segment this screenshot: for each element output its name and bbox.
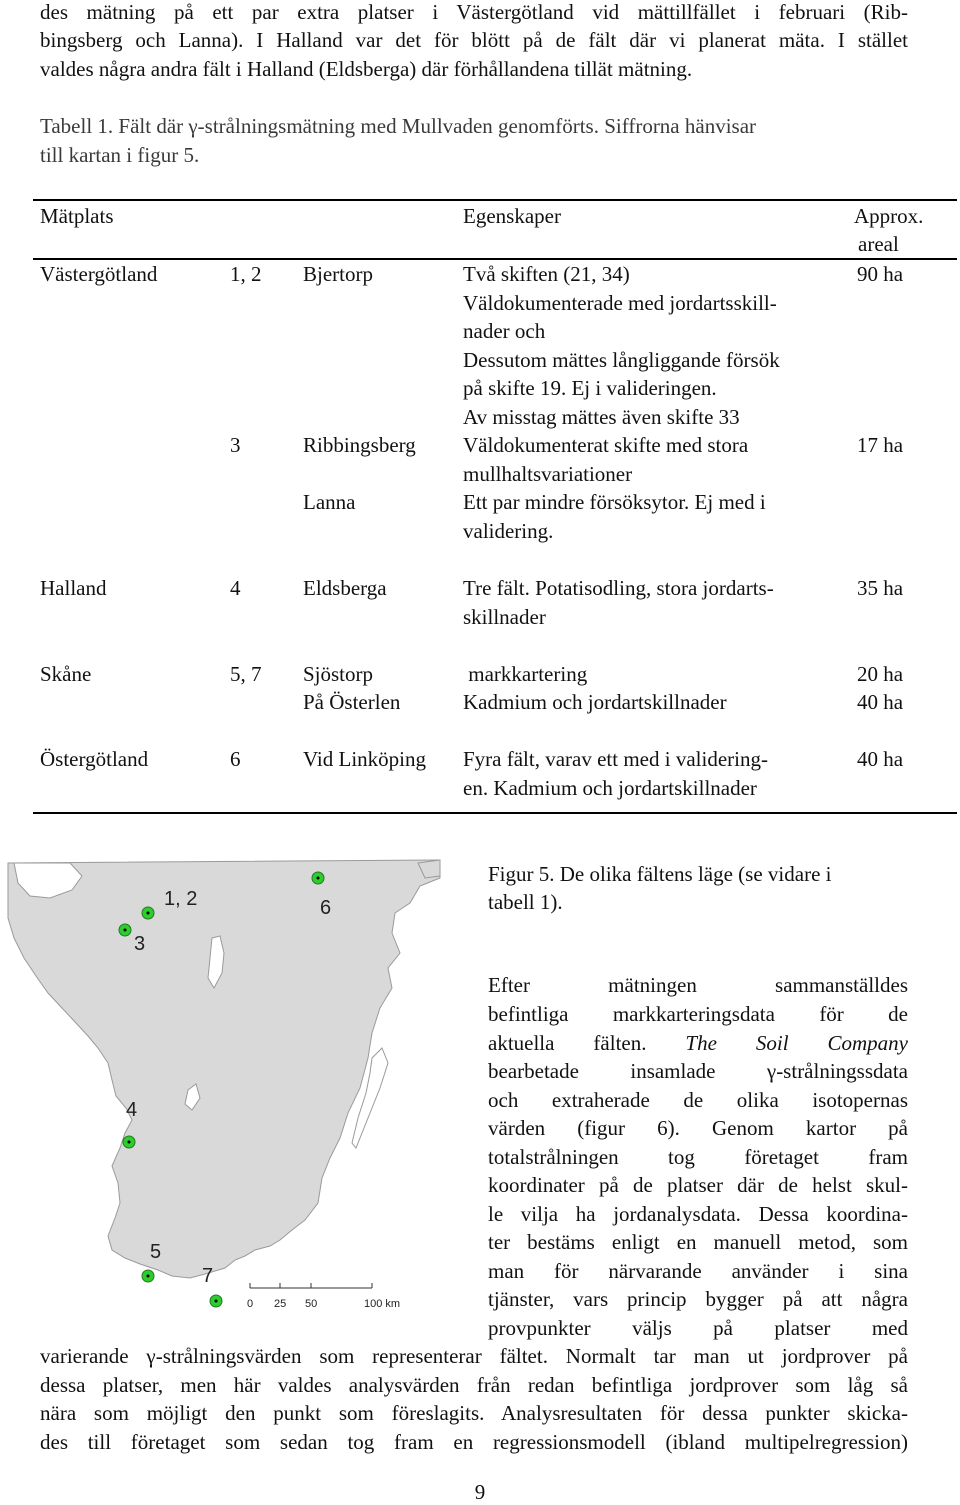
marker-1-2-center <box>147 912 150 915</box>
cell-props: Dessutom mättes långliggande försök <box>463 348 780 372</box>
paragraph-line: och extraherade de olika isotopernas <box>488 1088 908 1112</box>
cell-props: mullhaltsvariationer <box>463 462 633 486</box>
paragraph-line: värden (figur 6). Genom kartor på <box>488 1116 908 1140</box>
intro-line: bingsberg och Lanna). I Halland var det för blött på de fält där vi planerat mäta. I stället <box>40 28 908 52</box>
cell-props: Av misstag mättes även skifte 33 <box>463 405 740 429</box>
cell-place: Sjöstorp <box>303 662 374 686</box>
paragraph-line: des till företaget som sedan tog fram en regressionsmodell (ibland multipelregression) <box>40 1430 908 1454</box>
cell-number: 6 <box>230 747 241 771</box>
table-caption-line2: till kartan i figur 5. <box>40 143 200 167</box>
paragraph-line: provpunkter väljs på platser med <box>488 1316 908 1340</box>
cell-props: en. Kadmium och jordartskillnader <box>463 776 757 800</box>
figure-caption-line2: tabell 1). <box>488 890 563 914</box>
table-top-rule <box>33 199 957 201</box>
table-bottom-rule <box>33 812 957 814</box>
cell-props: Tre fält. Potatisodling, stora jordarts- <box>463 576 774 600</box>
paragraph-line: totalstrålningen tog företaget fram <box>488 1145 908 1169</box>
cell-place: Ribbingsberg <box>303 433 416 457</box>
header-areal-line2: areal <box>858 232 899 256</box>
header-matplats: Mätplats <box>40 204 114 228</box>
paragraph-line: le vilja ha jordanalysdata. Dessa koordina- <box>488 1202 908 1226</box>
label-4: 4 <box>126 1099 138 1121</box>
label-5: 5 <box>150 1241 162 1263</box>
paragraph-line: varierande γ-strålningsvärden som representerar fältet. Normalt tar man ut jordprover på <box>40 1344 908 1368</box>
sweden-map <box>0 858 470 1328</box>
paragraph-line: man för närvarande använder i sina <box>488 1259 908 1283</box>
paragraph-line <box>488 1031 908 1060</box>
paragraph-line: ter bestäms enligt en manuell metod, som <box>488 1230 908 1254</box>
cell-props: Väldokumenterade med jordartsskill- <box>463 291 777 315</box>
label-3: 3 <box>134 933 146 955</box>
cell-area: 20 ha <box>857 662 904 686</box>
figure-caption-line1: Figur 5. De olika fältens läge (se vidare i <box>488 862 832 886</box>
cell-number: 5, 7 <box>230 662 262 686</box>
label-6: 6 <box>320 897 332 919</box>
cell-place: Eldsberga <box>303 576 387 600</box>
cell-place: På Österlen <box>303 690 401 714</box>
cell-area: 40 ha <box>857 747 904 771</box>
scale-label-50: 50 <box>305 1298 318 1310</box>
cell-props: Ett par mindre försöksytor. Ej med i <box>463 490 766 514</box>
table-caption-line1: Tabell 1. Fält där γ-strålningsmätning med Mullvaden genomförts. Siffrorna hänvisar <box>40 114 757 138</box>
scale-label-0: 0 <box>247 1298 254 1310</box>
cell-props: nader och <box>463 319 546 343</box>
cell-place: Lanna <box>303 490 356 514</box>
cell-region: Halland <box>40 576 107 600</box>
paragraph-line: tjänster, vars princip bygger på att några <box>488 1287 908 1311</box>
cell-props: Fyra fält, varav ett med i validering- <box>463 747 768 771</box>
marker-7-center <box>215 1300 218 1303</box>
cell-region: Östergötland <box>40 747 149 771</box>
cell-number: 4 <box>230 576 241 600</box>
cell-area: 35 ha <box>857 576 904 600</box>
paragraph-line: Efter mätningen sammanställdes <box>488 973 908 997</box>
marker-3-center <box>124 929 127 932</box>
paragraph-line: befintliga markkarteringsdata för de <box>488 1002 908 1026</box>
paragraph-line: koordinater på de platser där de helst skul- <box>488 1173 908 1197</box>
cell-number: 3 <box>230 433 241 457</box>
paragraph-line: nära som möjligt den punkt som föreslagits. Analysresultaten för dessa punkter skicka- <box>40 1401 908 1425</box>
marker-4-center <box>128 1141 131 1144</box>
cell-props: skillnader <box>463 605 546 629</box>
scale-label-100: 100 km <box>364 1298 401 1310</box>
cell-props: Kadmium och jordartskillnader <box>463 690 727 714</box>
marker-6-center <box>317 877 320 880</box>
cell-area: 17 ha <box>857 433 904 457</box>
cell-props: Väldokumenterat skifte med stora <box>463 433 749 457</box>
intro-line: valdes några andra fält i Halland (Eldsberga) där förhållandena tillät mätning. <box>40 57 693 81</box>
paragraph-line: dessa platser, men här valdes analysvärden från redan befintliga jordprover som låg så <box>40 1373 908 1397</box>
header-areal-line1: Approx. <box>854 204 924 228</box>
label-1-2: 1, 2 <box>164 888 198 910</box>
marker-5-center <box>147 1275 150 1278</box>
scale-bar <box>247 1283 400 1310</box>
cell-place: Bjertorp <box>303 262 373 286</box>
cell-region: Västergötland <box>40 262 158 286</box>
cell-number: 1, 2 <box>230 262 262 286</box>
cell-area: 40 ha <box>857 690 904 714</box>
land-area <box>8 860 440 1278</box>
cell-region: Skåne <box>40 662 92 686</box>
paragraph-line: bearbetade insamlade γ-strålningssdata <box>488 1059 908 1083</box>
intro-line: des mätning på ett par extra platser i Västergötland vid mättillfället i februari (Rib- <box>40 0 908 24</box>
paragraph-text: aktuella fälten. <box>488 1031 647 1055</box>
label-7: 7 <box>202 1265 214 1287</box>
cell-props: på skifte 19. Ej i valideringen. <box>463 376 717 400</box>
cell-props: validering. <box>463 519 554 543</box>
scale-label-25: 25 <box>274 1298 287 1310</box>
header-egenskaper: Egenskaper <box>463 204 561 228</box>
cell-props: Två skiften (21, 34) <box>463 262 630 286</box>
cell-area: 90 ha <box>857 262 904 286</box>
page-number: 9 <box>474 1480 486 1504</box>
cell-props: markkartering <box>463 662 588 686</box>
company-name: The Soil Company <box>685 1031 908 1055</box>
cell-place: Vid Linköping <box>303 747 426 771</box>
